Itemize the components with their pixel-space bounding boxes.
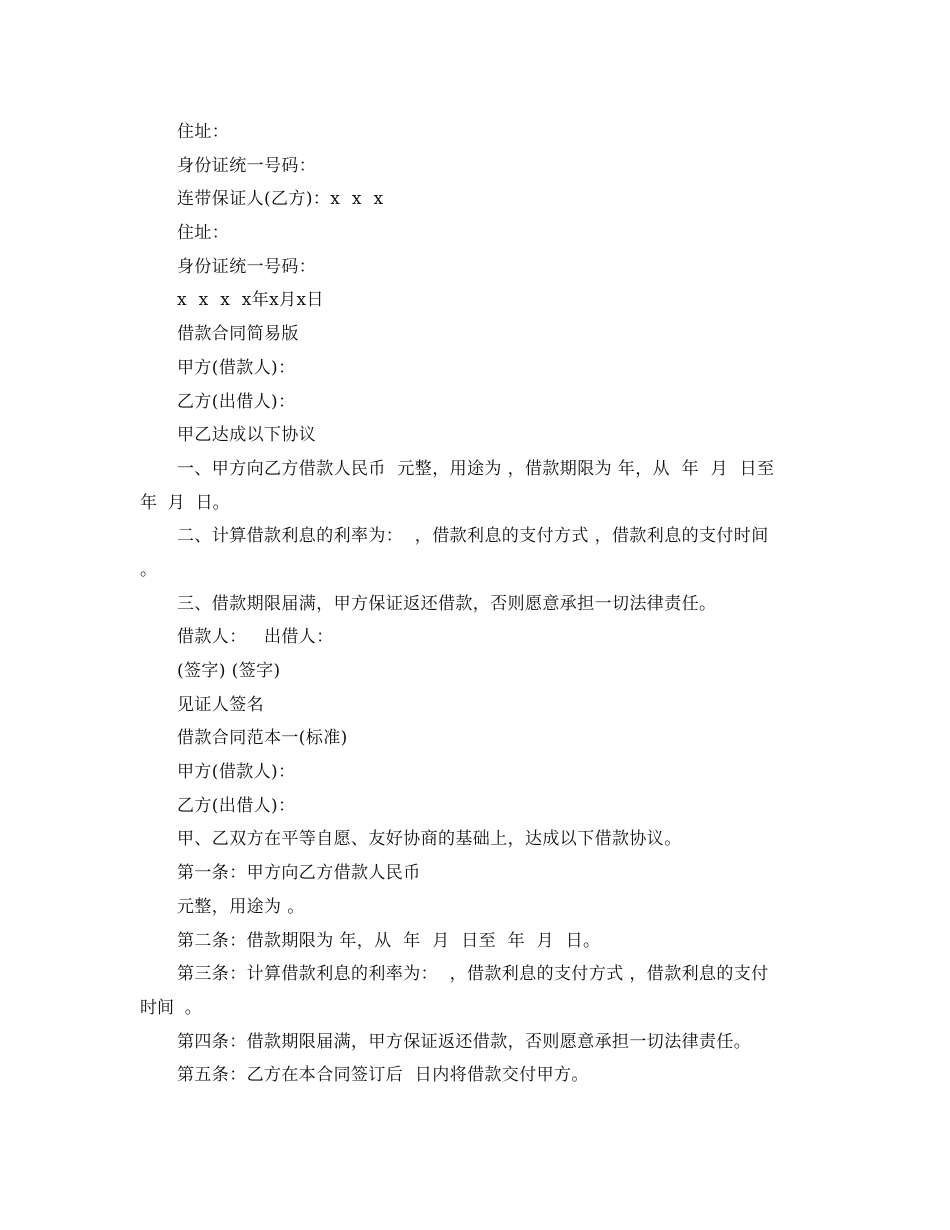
document-title: 借款合同简易版 xyxy=(177,324,299,345)
text-line: 住址： xyxy=(177,122,230,142)
witness-label: 见证人签名 xyxy=(177,694,264,715)
signature-hint: (签字) (签字) xyxy=(177,661,281,681)
article-line: 第三条：计算借款利息的利率为： ，借款利息的支付方式 ，借款利息的支付 xyxy=(177,964,769,985)
article-line: 第一条：甲方向乙方借款人民币 xyxy=(177,863,421,884)
article-continuation: 时间 。 xyxy=(140,997,202,1018)
clause-line: 一、甲方向乙方借款人民币 元整，用途为 ，借款期限为 年，从 年 月 日至 xyxy=(177,458,775,479)
clause-line: 二、计算借款利息的利率为： ，借款利息的支付方式 ，借款利息的支付时间 xyxy=(177,526,769,547)
text-line: 身份证统一号码： xyxy=(177,256,317,277)
section-title: 借款合同范本一(标准) xyxy=(177,728,348,749)
clause-line: 三、借款期限届满，甲方保证返还借款，否则愿意承担一切法律责任。 xyxy=(177,593,717,614)
article-line: 第四条：借款期限届满，甲方保证返还借款，否则愿意承担一切法律责任。 xyxy=(177,1031,752,1052)
text-line: 甲、乙双方在平等自愿、友好协商的基础上，达成以下借款协议。 xyxy=(177,829,682,850)
clause-continuation: 。 xyxy=(140,559,157,580)
text-line: 身份证统一号码： xyxy=(177,155,317,176)
text-line: 乙方(出借人)： xyxy=(177,391,296,412)
text-line: 连带保证人(乙方)：x x x xyxy=(177,189,384,210)
text-line: 乙方(出借人)： xyxy=(177,795,296,816)
document-body xyxy=(140,116,812,1093)
article-line: 第二条：借款期限为 年，从 年 月 日至 年 月 日。 xyxy=(177,930,601,951)
text-line: 住址： xyxy=(177,223,230,244)
clause-continuation: 年 月 日。 xyxy=(140,492,230,513)
text-line: x x x x年x月x日 xyxy=(177,290,324,311)
text-line: 甲方(借款人)： xyxy=(177,357,296,378)
text-line: 甲乙达成以下协议 xyxy=(177,425,317,446)
article-line: 第五条：乙方在本合同签订后 日内将借款交付甲方。 xyxy=(177,1065,589,1086)
text-line: 甲方(借款人)： xyxy=(177,762,296,783)
article-line: 元整，用途为 。 xyxy=(177,896,305,917)
signature-labels: 借款人： 出借人： xyxy=(177,627,334,648)
